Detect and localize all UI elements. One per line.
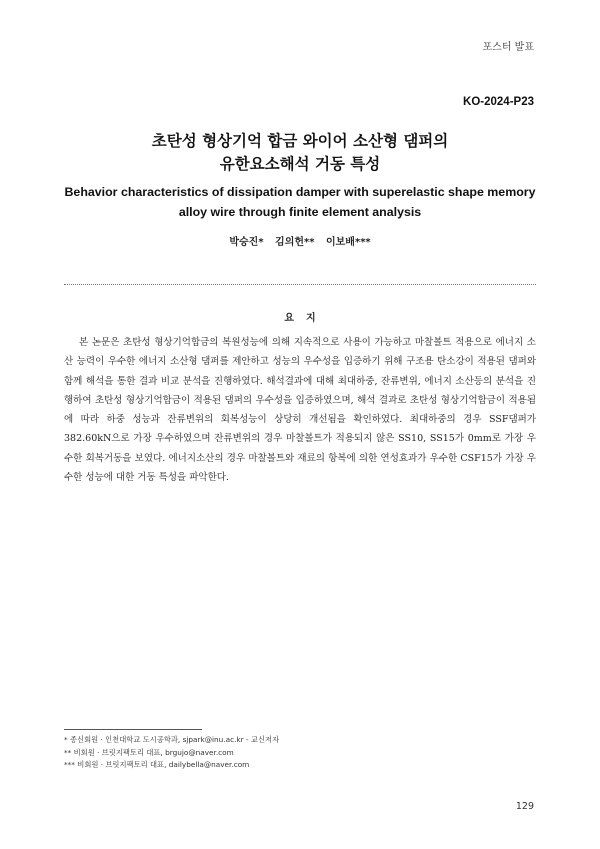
paper-code: KO-2024-P23 (463, 96, 534, 108)
section-tag: 포스터 발표 (482, 42, 534, 53)
page-number: 129 (515, 801, 534, 812)
footnotes (64, 734, 536, 772)
author-list (0, 233, 600, 248)
author-2: 김의헌** (275, 237, 315, 248)
korean-title-line-1: 초탄성 형상기억 합금 와이어 소산형 댐퍼의 (151, 132, 449, 150)
footnote-3: *** 비회원 · 브릿지팩토리 대표, dailybella@naver.com (64, 760, 250, 769)
author-1: 박승진* (229, 237, 264, 248)
abstract-heading: 요지 (284, 313, 328, 324)
footnote-divider (64, 729, 202, 730)
footnote-1: * 종신회원 · 인천대학교 도시공학과, sjpark@inu.ac.kr - 교신저자 (64, 735, 280, 744)
korean-title-line-2: 유한요소해석 거동 특성 (219, 155, 381, 173)
english-title: Behavior characteristics of dissipation damper with superelastic shape memory alloy wire through finite element analysis (64, 185, 536, 219)
korean-title (0, 130, 600, 176)
abstract-body: 본 논문은 초탄성 형상기억합금의 복원성능에 의해 지속적으로 사용이 가능하고 마찰볼트 적용으로 에너지 소산 능력이 우수한 에너지 소산형 댐퍼를 제안하고 성능의 우수성을 입증하기 위해 구조용 탄소강이 적용된 댐퍼와 함께 해석을 통한 결과 비교 분석을 진행하였다. 해석결과에 대해 최대하중, 잔류변위, 에너지 소산등의 분석을 진행하여 초탄성 형상기억합금이 적용된 댐퍼의 우수성을 입증하였으며, 해석 결과로 초탄성 형상기억합금이 적용됨에 따라 하중 성능과 잔류변위의 회복성능이 상당히 개선됨을 확인하였다. 최대하중의 경우 SSF댐퍼가 382.60kN으로 가장 우수하였으며 잔류변위의 경우 마찰볼트가 적용되지 않은 SS10, SS15가 0mm로 가장 우수한 회복거동을 보였다. 에너지소산의 경우 마찰볼트와 재료의 항복에 의한 연성효과가 우수한 CSF15가 가장 우수한 성능에 대한 거동 특성을 파악한다. (64, 337, 536, 484)
footnote-2: ** 비회원 · 브릿지팩토리 대표, brgujo@naver.com (64, 747, 234, 757)
author-3: 이보배*** (325, 237, 371, 248)
dotted-divider (64, 284, 536, 285)
